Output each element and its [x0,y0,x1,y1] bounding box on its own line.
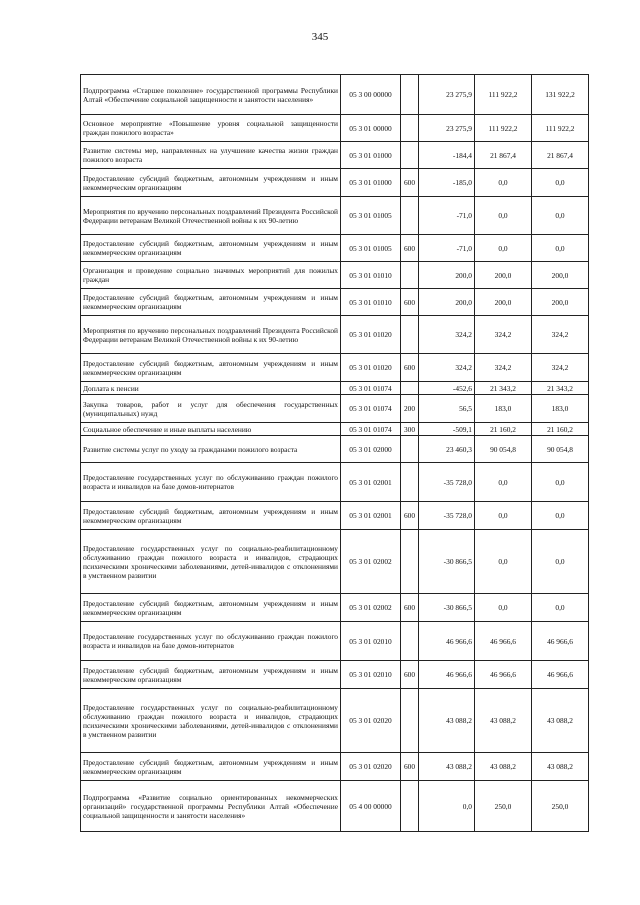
cell-expense-type [401,75,419,115]
cell-amount-1: 200,0 [419,289,475,316]
cell-amount-3: 200,0 [532,262,589,289]
cell-expense-type [401,436,419,463]
cell-code: 05 3 01 02001 [341,463,401,502]
cell-amount-2: 111 922,2 [475,115,532,142]
cell-expense-type [401,781,419,832]
table-row [81,262,589,289]
cell-amount-1: -71,0 [419,235,475,262]
table-row [81,75,589,115]
cell-amount-1: -30 866,5 [419,594,475,622]
page-number: 345 [311,31,329,43]
cell-amount-1: -184,4 [419,142,475,169]
budget-table [80,74,589,832]
cell-amount-3: 90 054,8 [532,436,589,463]
cell-amount-2: 21 160,2 [475,423,532,436]
cell-expense-type: 600 [401,753,419,781]
cell-amount-1: -30 866,5 [419,530,475,594]
cell-code: 05 3 01 02020 [341,753,401,781]
cell-code: 05 3 01 02020 [341,689,401,753]
cell-code: 05 3 01 01020 [341,316,401,354]
cell-expense-type: 600 [401,594,419,622]
cell-expense-type: 600 [401,289,419,316]
table-row [81,594,589,622]
cell-name: Закупка товаров, работ и услуг для обеспечения государственных (муниципальных) нужд [81,395,341,423]
cell-expense-type [401,142,419,169]
cell-amount-2: 324,2 [475,316,532,354]
cell-amount-1: 23 460,3 [419,436,475,463]
cell-code: 05 3 01 01000 [341,142,401,169]
cell-amount-2: 21 343,2 [475,382,532,395]
cell-name: Предоставление субсидий бюджетным, автономным учреждениям и иным некоммерческим организациям [81,594,341,622]
cell-amount-1: -185,0 [419,169,475,197]
cell-expense-type [401,622,419,661]
cell-amount-1: 46 966,6 [419,661,475,689]
table-row [81,169,589,197]
cell-code: 05 3 01 02010 [341,661,401,689]
cell-code: 05 3 01 01074 [341,382,401,395]
cell-expense-type: 600 [401,354,419,382]
table-row [81,502,589,530]
cell-amount-2: 21 867,4 [475,142,532,169]
cell-code: 05 3 01 01005 [341,235,401,262]
cell-amount-1: 200,0 [419,262,475,289]
cell-code: 05 3 01 01074 [341,395,401,423]
cell-name: Подпрограмма «Развитие социально ориентированных некоммерческих организаций» государственной программы Республики Алтай «Обеспечение социальной защищенности и занятости населения» [81,781,341,832]
cell-amount-2: 111 922,2 [475,75,532,115]
cell-code: 05 3 01 01000 [341,169,401,197]
cell-expense-type [401,115,419,142]
cell-expense-type [401,530,419,594]
cell-name: Предоставление субсидий бюджетным, автономным учреждениям и иным некоммерческим организациям [81,661,341,689]
cell-amount-3: 111 922,2 [532,115,589,142]
cell-amount-3: 183,0 [532,395,589,423]
cell-code: 05 3 01 02002 [341,594,401,622]
cell-expense-type: 600 [401,169,419,197]
cell-expense-type: 600 [401,502,419,530]
cell-name: Доплата к пенсии [81,382,341,395]
cell-amount-2: 43 088,2 [475,753,532,781]
cell-amount-3: 324,2 [532,354,589,382]
table-row [81,661,589,689]
cell-name: Предоставление субсидий бюджетным, автономным учреждениям и иным некоммерческим организациям [81,289,341,316]
cell-name: Предоставление субсидий бюджетным, автономным учреждениям и иным некоммерческим организациям [81,235,341,262]
table-row [81,316,589,354]
table-row [81,142,589,169]
cell-code: 05 3 01 02002 [341,530,401,594]
cell-expense-type [401,382,419,395]
cell-amount-1: 43 088,2 [419,753,475,781]
cell-name: Предоставление субсидий бюджетным, автономным учреждениям и иным некоммерческим организациям [81,753,341,781]
cell-expense-type [401,316,419,354]
cell-amount-1: 0,0 [419,781,475,832]
table-row [81,115,589,142]
cell-code: 05 3 00 00000 [341,75,401,115]
cell-expense-type: 600 [401,661,419,689]
cell-amount-3: 250,0 [532,781,589,832]
cell-expense-type [401,689,419,753]
cell-expense-type [401,463,419,502]
cell-amount-3: 0,0 [532,463,589,502]
cell-amount-1: 324,2 [419,316,475,354]
cell-code: 05 3 01 01010 [341,262,401,289]
cell-amount-3: 43 088,2 [532,753,589,781]
cell-amount-1: 46 966,6 [419,622,475,661]
table-row [81,530,589,594]
cell-name: Предоставление государственных услуг по обслуживанию граждан пожилого возраста и инвалидов на базе домов-интернатов [81,622,341,661]
cell-amount-2: 0,0 [475,530,532,594]
cell-amount-3: 46 966,6 [532,622,589,661]
cell-name: Предоставление государственных услуг по социально-реабилитационному обслуживанию граждан пожилого возраста и инвалидов, страдающих психическими хроническими заболеваниями, детей-инвалидов с отклонениями в умственном развитии [81,689,341,753]
cell-name: Мероприятия по вручению персональных поздравлений Президента Российской Федерации ветеранам Великой Отечественной войны к их 90-летию [81,197,341,235]
cell-expense-type [401,197,419,235]
table-row [81,622,589,661]
cell-amount-2: 200,0 [475,289,532,316]
cell-name: Основное мероприятие «Повышение уровня социальной защищенности граждан пожилого возраста» [81,115,341,142]
budget-table-body [81,75,589,832]
cell-code: 05 3 01 02000 [341,436,401,463]
table-row [81,689,589,753]
cell-name: Предоставление государственных услуг по обслуживанию граждан пожилого возраста и инвалидов на базе домов-интернатов [81,463,341,502]
cell-name: Предоставление государственных услуг по социально-реабилитационному обслуживанию граждан пожилого возраста и инвалидов, страдающих психическими хроническими заболеваниями, детей-инвалидов с отклонениями в умственном развитии [81,530,341,594]
cell-code: 05 4 00 00000 [341,781,401,832]
cell-name: Предоставление субсидий бюджетным, автономным учреждениям и иным некоммерческим организациям [81,169,341,197]
cell-amount-2: 250,0 [475,781,532,832]
table-row [81,463,589,502]
cell-amount-3: 324,2 [532,316,589,354]
cell-code: 05 3 01 01020 [341,354,401,382]
cell-amount-3: 0,0 [532,502,589,530]
cell-amount-2: 183,0 [475,395,532,423]
cell-amount-2: 200,0 [475,262,532,289]
table-row [81,781,589,832]
cell-amount-3: 46 966,6 [532,661,589,689]
table-row [81,354,589,382]
cell-amount-2: 0,0 [475,169,532,197]
cell-amount-1: 23 275,9 [419,75,475,115]
cell-amount-3: 0,0 [532,594,589,622]
cell-amount-1: 23 275,9 [419,115,475,142]
cell-amount-3: 131 922,2 [532,75,589,115]
cell-name: Развитие системы мер, направленных на улучшение качества жизни граждан пожилого возраста [81,142,341,169]
cell-expense-type: 600 [401,235,419,262]
table-row [81,436,589,463]
cell-amount-3: 43 088,2 [532,689,589,753]
cell-amount-1: 324,2 [419,354,475,382]
table-row [81,382,589,395]
cell-amount-1: -452,6 [419,382,475,395]
cell-amount-2: 90 054,8 [475,436,532,463]
cell-amount-1: 56,5 [419,395,475,423]
cell-amount-1: -35 728,0 [419,502,475,530]
cell-amount-3: 21 867,4 [532,142,589,169]
table-row [81,289,589,316]
cell-amount-2: 0,0 [475,463,532,502]
cell-expense-type: 300 [401,423,419,436]
table-row [81,197,589,235]
cell-expense-type [401,262,419,289]
cell-name: Предоставление субсидий бюджетным, автономным учреждениям и иным некоммерческим организациям [81,354,341,382]
cell-amount-2: 0,0 [475,235,532,262]
cell-amount-2: 43 088,2 [475,689,532,753]
cell-name: Организация и проведение социально значимых мероприятий для пожилых граждан [81,262,341,289]
cell-amount-1: -35 728,0 [419,463,475,502]
cell-amount-2: 0,0 [475,594,532,622]
cell-amount-3: 0,0 [532,235,589,262]
cell-code: 05 3 01 01074 [341,423,401,436]
cell-amount-1: -509,1 [419,423,475,436]
cell-name: Предоставление субсидий бюджетным, автономным учреждениям и иным некоммерческим организациям [81,502,341,530]
cell-code: 05 3 01 01005 [341,197,401,235]
cell-amount-2: 0,0 [475,197,532,235]
table-row [81,423,589,436]
cell-amount-3: 21 343,2 [532,382,589,395]
cell-amount-3: 21 160,2 [532,423,589,436]
cell-amount-2: 46 966,6 [475,661,532,689]
cell-code: 05 3 01 02001 [341,502,401,530]
cell-amount-3: 200,0 [532,289,589,316]
cell-amount-2: 46 966,6 [475,622,532,661]
cell-amount-3: 0,0 [532,197,589,235]
table-row [81,235,589,262]
cell-amount-3: 0,0 [532,169,589,197]
cell-amount-2: 0,0 [475,502,532,530]
cell-name: Мероприятия по вручению персональных поздравлений Президента Российской Федерации ветеранам Великой Отечественной войны к их 90-летию [81,316,341,354]
cell-amount-2: 324,2 [475,354,532,382]
table-row [81,395,589,423]
cell-amount-3: 0,0 [532,530,589,594]
cell-amount-1: -71,0 [419,197,475,235]
table-row [81,753,589,781]
cell-expense-type: 200 [401,395,419,423]
cell-amount-1: 43 088,2 [419,689,475,753]
cell-code: 05 3 01 02010 [341,622,401,661]
cell-code: 05 3 01 00000 [341,115,401,142]
cell-code: 05 3 01 01010 [341,289,401,316]
cell-name: Развитие системы услуг по уходу за гражданами пожилого возраста [81,436,341,463]
cell-name: Социальное обеспечение и иные выплаты населению [81,423,341,436]
cell-name: Подпрограмма «Старшее поколение» государственной программы Республики Алтай «Обеспечение социальной защищенности и занятости населения» [81,75,341,115]
